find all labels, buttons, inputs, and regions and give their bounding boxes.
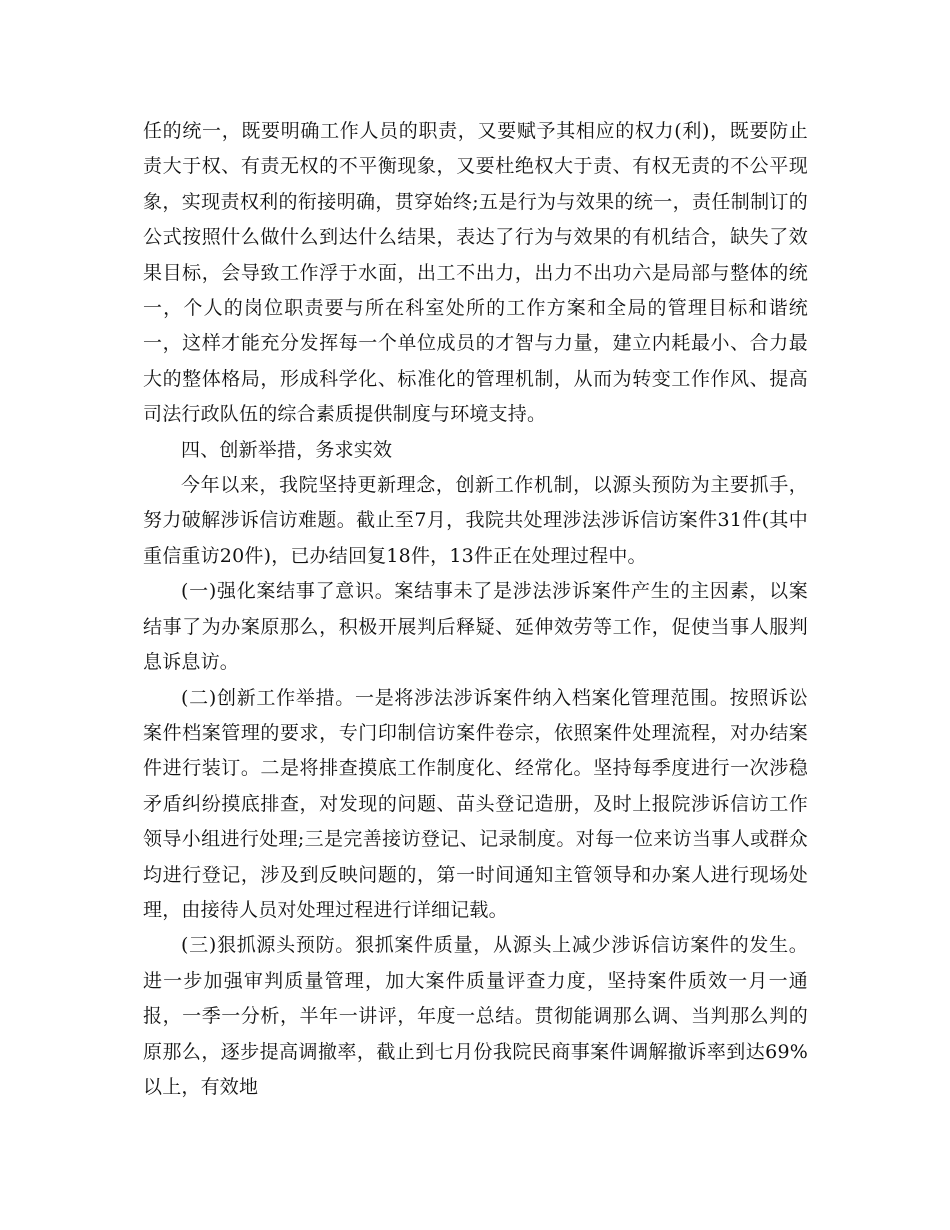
paragraph-source-prevention: (三)狠抓源头预防。狠抓案件质量，从源头上减少涉诉信访案件的发生。进一步加强审判质量管理，加大案件质量评查力度，坚持案件质效一月一通报，一季一分析，半年一讲评，年度一总结。贯彻能调那么调、当判那么判的原那么，逐步提高调撤率，截止到七月份我院民商事案件调解撤诉率到达69%以上，有效地 <box>143 934 808 1098</box>
paragraph-case-closure-awareness: (一)强化案结事了意识。案结事未了是涉法涉诉案件产生的主因素，以案结事了为办案原那么，积极开展判后释疑、延伸效劳等工作，促使当事人服判息诉息访。 <box>143 580 808 674</box>
paragraph-innovative-measures: (二)创新工作举措。一是将涉法涉诉案件纳入档案化管理范围。按照诉讼案件档案管理的要求，专门印制信访案件卷宗，依照案件处理流程，对办结案件进行装订。二是将排查摸底工作制度化、经常化。坚持每季度进行一次涉稳矛盾纠纷摸底排查，对发现的问题、苗头登记造册，及时上报院涉诉信访工作领导小组进行处理;三是完善接访登记、记录制度。对每一位来访当事人或群众均进行登记，涉及到反映问题的，第一时间通知主管领导和办案人进行现场处理，由接待人员对处理过程进行详细记载。 <box>143 686 808 921</box>
paragraph-petition-overview: 今年以来，我院坚持更新理念，创新工作机制，以源头预防为主要抓手，努力破解涉诉信访难题。截止至7月，我院共处理涉法涉诉信访案件31件(其中重信重访20件)，已办结回复18件，13件正在处理过程中。 <box>143 474 808 567</box>
section-heading-four: 四、创新举措，务求实效 <box>181 438 393 461</box>
paragraph-responsibility-unity: 任的统一，既要明确工作人员的职责，又要赋予其相应的权力(利)，既要防止责大于权、有责无权的不平衡现象，又要杜绝权大于责、有权无责的不公平现象，实现责权利的衔接明确，贯穿始终;五是行为与效果的统一，责任制制订的公式按照什么做什么到达什么结果，表达了行为与效果的有机结合，缺失了效果目标，会导致工作浮于水面，出工不出力，出力不出功六是局部与整体的统一，个人的岗位职责要与所在科室处所的工作方案和全局的管理目标和谐统一，这样才能充分发挥每一个单位成员的才智与力量，建立内耗最小、合力最大的整体格局，形成科学化、标准化的管理机制，从而为转变工作作风、提高司法行政队伍的综合素质提供制度与环境支持。 <box>143 120 808 426</box>
document-body <box>143 114 808 1105</box>
